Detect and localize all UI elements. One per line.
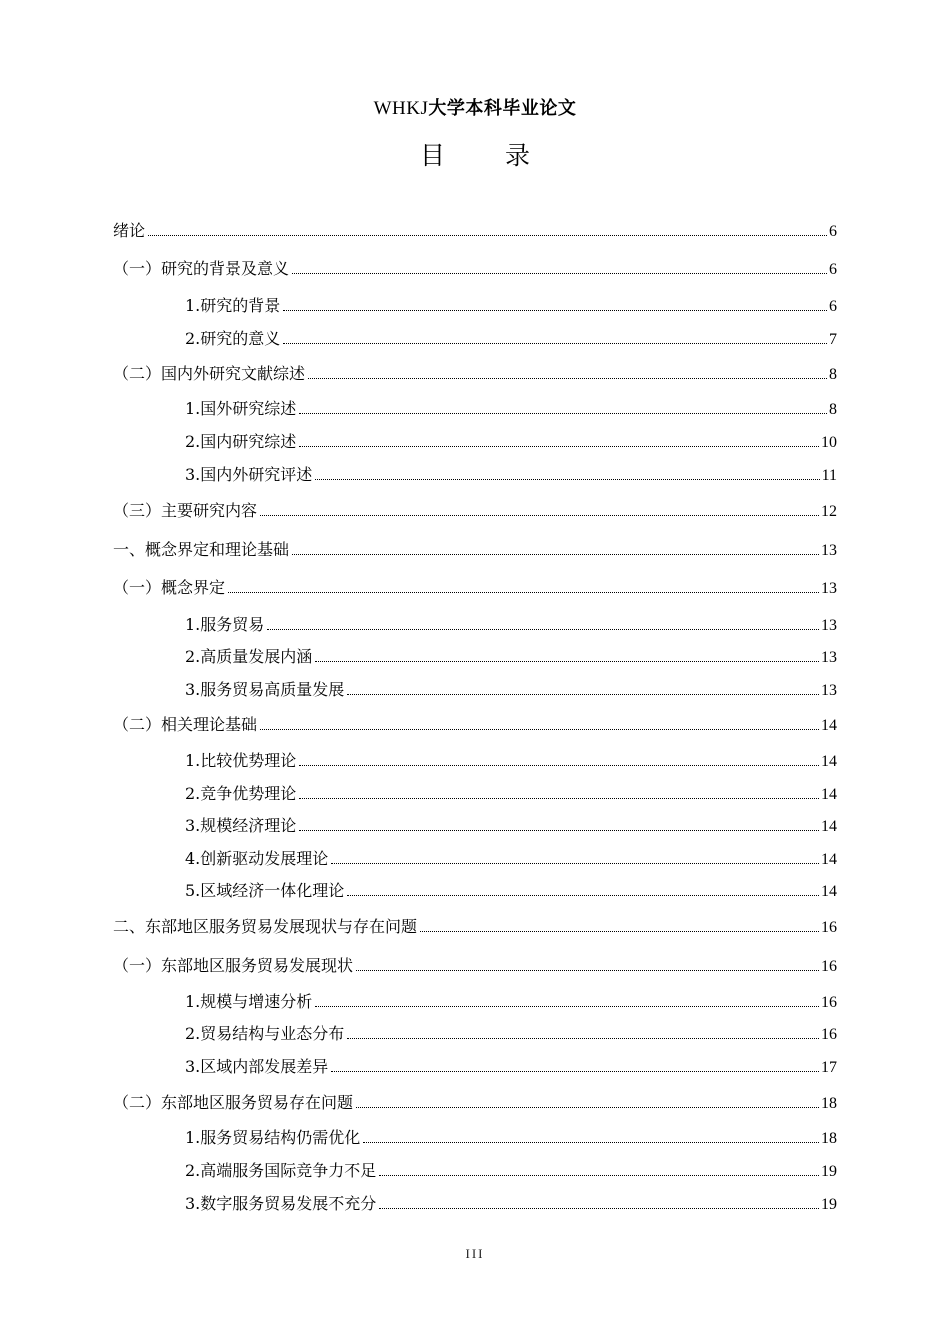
toc-entry[interactable] [185, 848, 837, 870]
toc-entry-label: 5.区域经济一体化理论 [185, 881, 345, 900]
toc-entry[interactable] [185, 783, 837, 805]
toc-leader-dots [347, 693, 819, 695]
toc-entry-page-number: 6 [829, 298, 837, 315]
toc-leader-dots [356, 1106, 819, 1108]
toc-entry[interactable] [185, 614, 837, 636]
toc-entry-page-number: 10 [821, 434, 837, 451]
toc-entry-label: 1.国外研究综述 [185, 399, 297, 418]
toc-entry-label: 1.规模与增速分析 [185, 992, 313, 1011]
toc-entry[interactable] [113, 577, 837, 599]
toc-leader-dots [315, 1005, 819, 1007]
toc-leader-dots [260, 728, 819, 730]
toc-entry-label: 二、东部地区服务贸易发展现状与存在问题 [113, 917, 418, 936]
toc-entry[interactable] [185, 646, 837, 668]
toc-entry-page-number: 6 [829, 223, 837, 240]
toc-leader-dots [260, 514, 819, 516]
toc-entry-page-number: 14 [821, 786, 837, 803]
toc-leader-dots [299, 445, 819, 447]
toc-leader-dots [267, 628, 819, 630]
toc-entry-page-number: 13 [821, 682, 837, 699]
toc-entry[interactable] [185, 750, 837, 772]
running-header [0, 94, 950, 120]
toc-entry[interactable] [185, 1160, 837, 1182]
toc-entry-label: 1.服务贸易结构仍需优化 [185, 1128, 361, 1147]
toc-entry-page-number: 19 [821, 1163, 837, 1180]
toc-leader-dots [283, 342, 827, 344]
toc-entry-label: 1.比较优势理论 [185, 751, 297, 770]
toc-entry[interactable] [185, 880, 837, 902]
toc-title: 目 录 [420, 141, 556, 170]
toc-entry[interactable] [113, 539, 837, 561]
toc-leader-dots [356, 969, 819, 971]
toc-entry[interactable] [185, 679, 837, 701]
toc-leader-dots [315, 660, 819, 662]
toc-entry[interactable] [185, 1056, 837, 1078]
toc-leader-dots [299, 764, 819, 766]
toc-entry-page-number: 14 [821, 851, 837, 868]
toc-entry[interactable] [113, 500, 837, 522]
toc-leader-dots [283, 309, 827, 311]
toc-entry-label: 3.国内外研究评述 [185, 465, 313, 484]
toc-entry-label: 3.数字服务贸易发展不充分 [185, 1194, 377, 1213]
toc-leader-dots [299, 829, 819, 831]
toc-entry-page-number: 16 [821, 919, 837, 936]
toc-entry-page-number: 13 [821, 542, 837, 559]
page-number: III [465, 1246, 485, 1261]
toc-entry-page-number: 17 [821, 1059, 837, 1076]
toc-entry-page-number: 16 [821, 1026, 837, 1043]
toc-leader-dots [228, 591, 819, 593]
toc-entry[interactable] [185, 991, 837, 1013]
toc-entry-page-number: 13 [821, 617, 837, 634]
toc-entry[interactable] [113, 220, 837, 242]
toc-leader-dots [299, 797, 819, 799]
toc-entry-page-number: 11 [821, 467, 837, 484]
toc-entry-label: 绪论 [113, 221, 146, 240]
toc-entry-page-number: 18 [821, 1130, 837, 1147]
toc-entry[interactable] [185, 295, 837, 317]
toc-entry-page-number: 18 [821, 1095, 837, 1112]
toc-leader-dots [299, 412, 827, 414]
toc-entry-label: （一）概念界定 [113, 578, 226, 597]
toc-entry-label: 1.研究的背景 [185, 296, 281, 315]
toc-entry-page-number: 13 [821, 649, 837, 666]
toc-entry-page-number: 13 [821, 580, 837, 597]
toc-entry-label: 3.规模经济理论 [185, 816, 297, 835]
toc-entry-label: （一）东部地区服务贸易发展现状 [113, 956, 354, 975]
toc-entry-page-number: 7 [829, 331, 837, 348]
toc-leader-dots [308, 377, 827, 379]
toc-leader-dots [363, 1141, 819, 1143]
toc-entry[interactable] [185, 1023, 837, 1045]
toc-leader-dots [148, 234, 827, 236]
toc-entry-label: 3.区域内部发展差异 [185, 1057, 329, 1076]
toc-entry-label: 2.贸易结构与业态分布 [185, 1024, 345, 1043]
toc-entry-page-number: 14 [821, 753, 837, 770]
toc-entry[interactable] [185, 328, 837, 350]
toc-entry-label: 3.服务贸易高质量发展 [185, 680, 345, 699]
toc-entry-label: 2.研究的意义 [185, 329, 281, 348]
toc-entry-page-number: 16 [821, 994, 837, 1011]
toc-entry-page-number: 12 [821, 503, 837, 520]
toc-entry[interactable] [113, 714, 837, 736]
toc-entry-label: 1.服务贸易 [185, 615, 265, 634]
toc-entry-page-number: 14 [821, 717, 837, 734]
toc-leader-dots [347, 1037, 819, 1039]
toc-entry[interactable] [185, 398, 837, 420]
toc-entry-page-number: 14 [821, 818, 837, 835]
toc-leader-dots [331, 1070, 819, 1072]
toc-entry[interactable] [113, 955, 837, 977]
toc-entry[interactable] [185, 464, 837, 486]
toc-leader-dots [331, 862, 819, 864]
toc-entry-page-number: 19 [821, 1196, 837, 1213]
toc-leader-dots [379, 1207, 819, 1209]
toc-leader-dots [315, 478, 819, 480]
toc-leader-dots [379, 1174, 819, 1176]
toc-entry-label: 2.国内研究综述 [185, 432, 297, 451]
toc-entry[interactable] [185, 815, 837, 837]
toc-entry-page-number: 8 [829, 366, 837, 383]
toc-leader-dots [292, 553, 819, 555]
toc-entry-page-number: 16 [821, 958, 837, 975]
toc-leader-dots [420, 930, 819, 932]
toc-entry-page-number: 14 [821, 883, 837, 900]
toc-entry-label: （二）国内外研究文献综述 [113, 364, 306, 383]
toc-entry-label: （三）主要研究内容 [113, 501, 258, 520]
toc-entry-page-number: 6 [829, 261, 837, 278]
header-school-code: WHKJ [373, 98, 429, 119]
toc-entry-label: 一、概念界定和理论基础 [113, 540, 290, 559]
toc-entry[interactable] [113, 363, 837, 385]
toc-entry-label: 2.高端服务国际竞争力不足 [185, 1161, 377, 1180]
toc-entry-label: 4.创新驱动发展理论 [185, 849, 329, 868]
toc-entry[interactable] [113, 258, 837, 280]
toc-leader-dots [292, 272, 827, 274]
header-school-title: 大学本科毕业论文 [428, 98, 577, 119]
toc-entry[interactable] [113, 916, 837, 938]
toc-entry-label: （一）研究的背景及意义 [113, 259, 290, 278]
toc-entry-label: （二）东部地区服务贸易存在问题 [113, 1093, 354, 1112]
toc-entry[interactable] [185, 431, 837, 453]
toc-entry[interactable] [185, 1127, 837, 1149]
toc-entry[interactable] [113, 1092, 837, 1114]
toc-entry-label: 2.高质量发展内涵 [185, 647, 313, 666]
toc-entry-page-number: 8 [829, 401, 837, 418]
toc-leader-dots [347, 894, 819, 896]
toc-entry-label: （二）相关理论基础 [113, 715, 258, 734]
toc-entry[interactable] [185, 1193, 837, 1215]
toc-entry-label: 2.竞争优势理论 [185, 784, 297, 803]
